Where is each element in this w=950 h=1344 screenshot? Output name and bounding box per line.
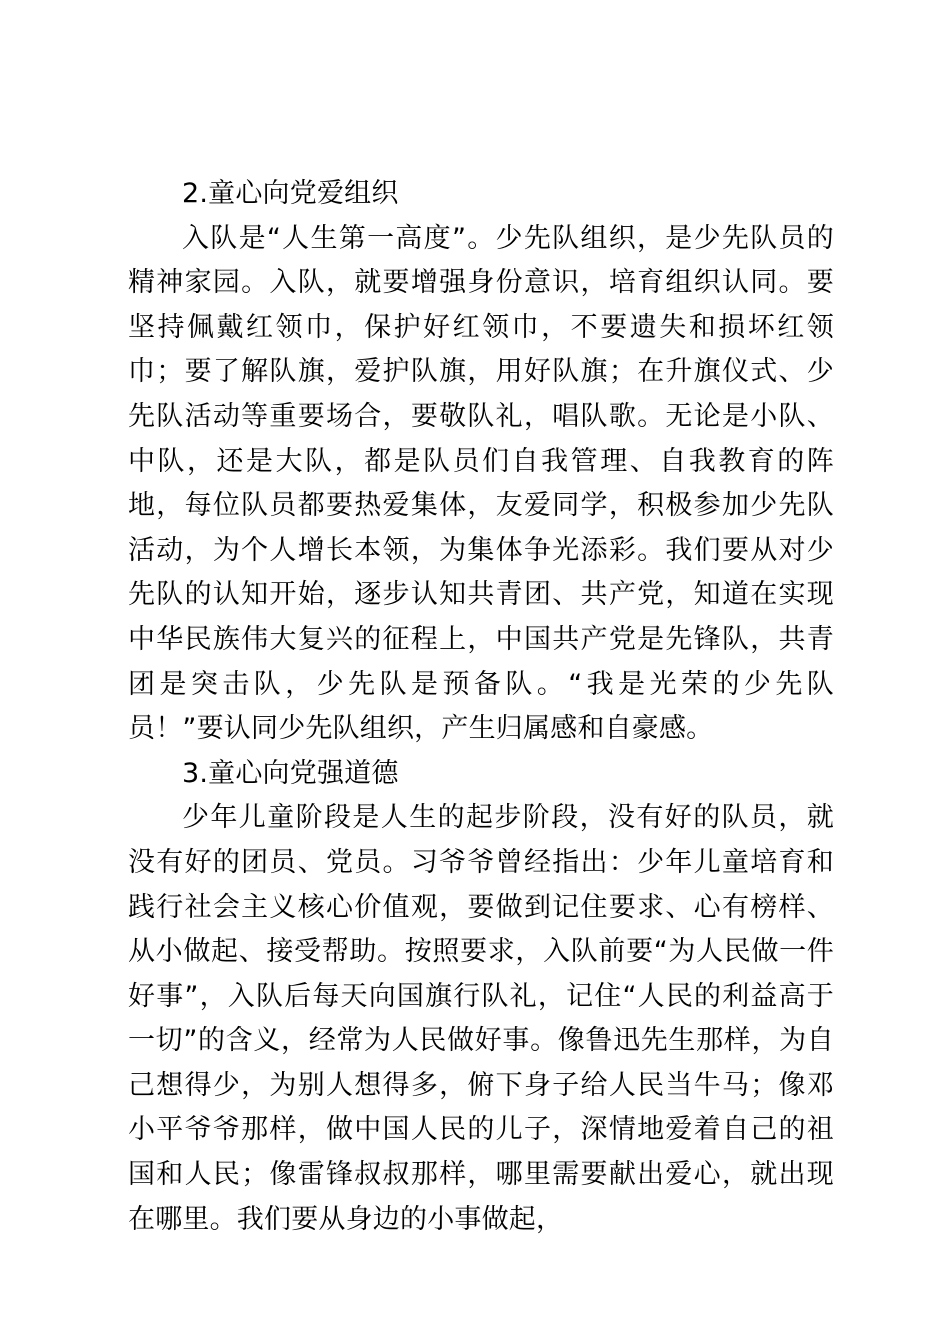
section-heading-3: 3.童心向党强道德 xyxy=(182,757,399,789)
document-body xyxy=(128,172,834,1242)
body-paragraph: 入队是“人生第一高度”。少先队组织，是少先队员的精神家园。入队，就要增强身份意识，培育组织认同。要坚持佩戴红领巾，保护好红领巾，不要遗失和损坏红领巾；要了解队旗，爱护队旗，用好队旗；在升旗仪式、少先队活动等重要场合，要敬队礼，唱队歌。无论是小队、中队，还是大队，都是队员们自我管理、自我教育的阵地，每位队员都要热爱集体，友爱同学，积极参加少先队活动，为个人增长本领，为集体争光添彩。我们要从对少先队的认知开始，逐步认知共青团、共产党，知道在实现中华民族伟大复兴的征程上，中国共产党是先锋队，共青团是突击队，少先队是预备队。“我是光荣的少先队员！”要认同少先队组织，产生归属感和自豪感。 xyxy=(128,222,834,745)
section-heading-2: 2.童心向党爱组织 xyxy=(182,178,399,209)
body-paragraph: 少年儿童阶段是人生的起步阶段，没有好的队员，就没有好的团员、党员。习爷爷曾经指出：少年儿童培育和践行社会主义核心价值观，要做到记住要求、心有榜样、从小做起、接受帮助。按照要求，入队前要“为人民做一件好事”，入队后每天向国旗行队礼，记住“人民的利益高于一切”的含义，经常为人民做好事。像鲁迅先生那样，为自己想得少，为别人想得多，俯下身子给人民当牛马；像邓小平爷爷那样，做中国人民的儿子，深情地爱着自己的祖国和人民；像雷锋叔叔那样，哪里需要献出爱心，就出现在哪里。我们要从身边的小事做起， xyxy=(128,802,834,1235)
